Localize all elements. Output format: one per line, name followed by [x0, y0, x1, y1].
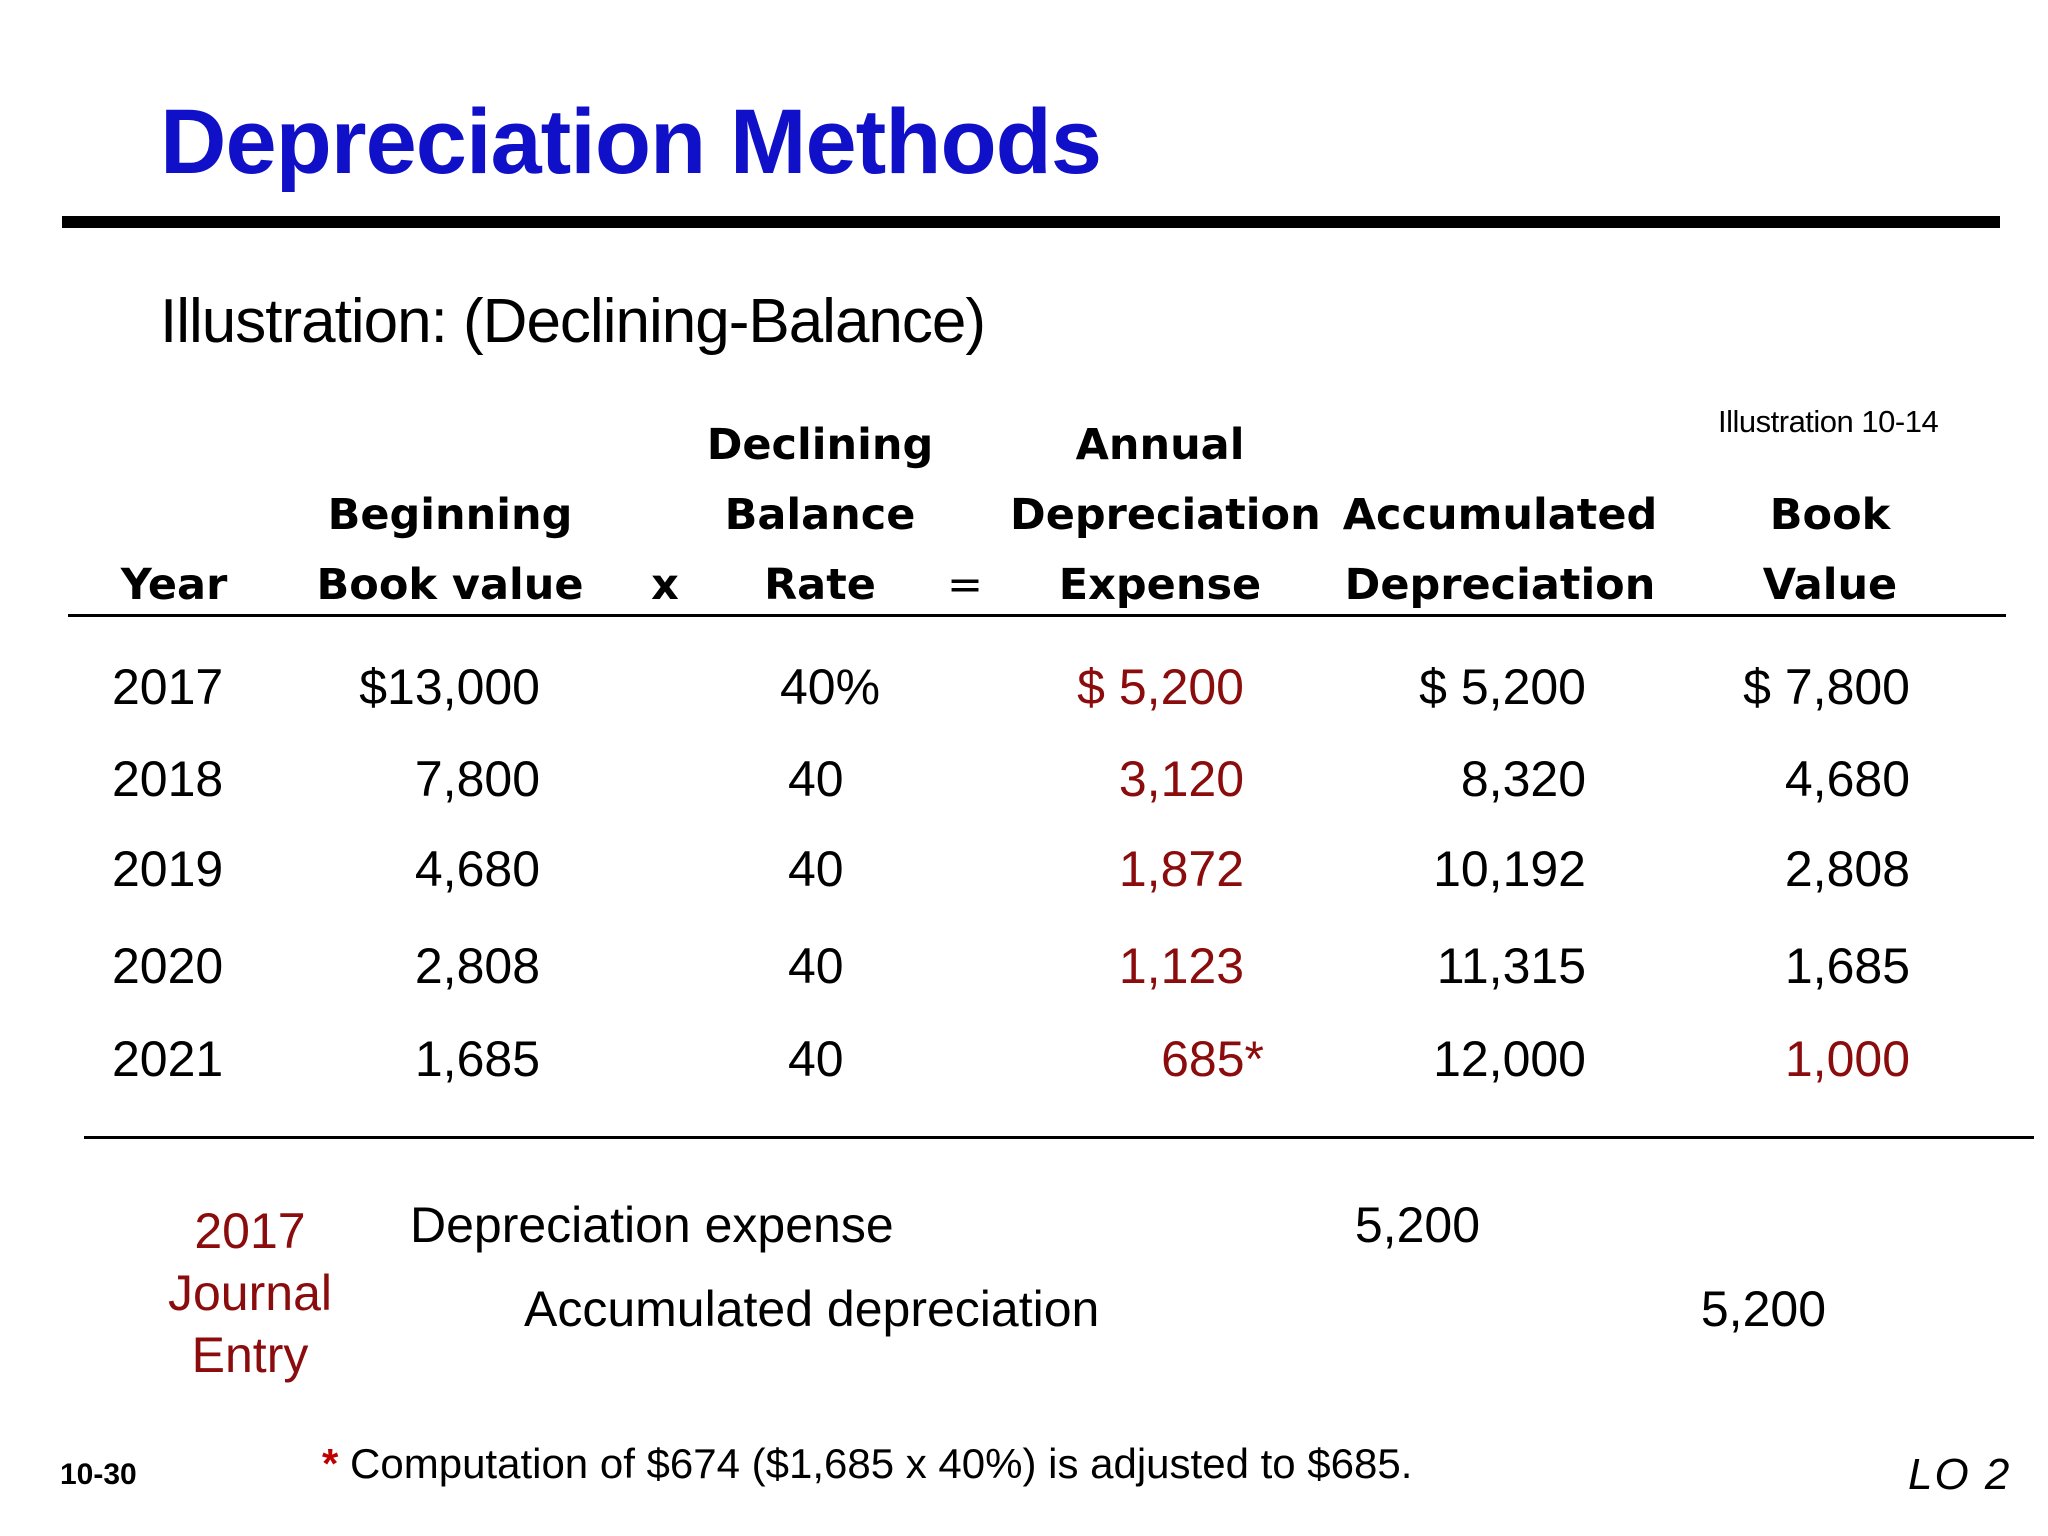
- cell-expense: $ 5,200: [1077, 659, 1244, 715]
- header-equals: =: [946, 560, 984, 610]
- cell-beginning: 2,808: [414, 938, 540, 994]
- journal-label-journal: Journal: [168, 1265, 332, 1321]
- cell-rate: 40: [788, 841, 844, 897]
- cell-beginning: 7,800: [414, 751, 540, 807]
- title-rule: [62, 216, 2000, 228]
- credit-account: Accumulated depreciation: [524, 1281, 1100, 1337]
- header-beginning-line1: Beginning: [327, 490, 573, 540]
- header-rate-line2: Balance: [724, 490, 916, 540]
- cell-rate: 40: [788, 1031, 844, 1087]
- learning-objective: LO 2: [1908, 1450, 2012, 1499]
- cell-book: 4,680: [1784, 751, 1910, 807]
- header-accumulated-line1: Accumulated: [1342, 490, 1658, 540]
- debit-amount: 5,200: [1354, 1197, 1480, 1253]
- slide-subtitle: Illustration: (Declining-Balance): [160, 287, 986, 356]
- header-accumulated-line2: Depreciation: [1344, 560, 1656, 610]
- header-expense-line1: Annual: [1075, 420, 1245, 470]
- cell-year: 2018: [112, 751, 224, 807]
- cell-beginning: 1,685: [414, 1031, 540, 1087]
- debit-account: Depreciation expense: [410, 1197, 894, 1253]
- illustration-reference: Illustration 10-14: [1718, 404, 1939, 439]
- header-beginning-line2: Book value: [316, 560, 584, 610]
- header-year: Year: [120, 560, 228, 610]
- header-expense-line3: Expense: [1058, 560, 1262, 610]
- cell-accumulated: 12,000: [1433, 1031, 1586, 1087]
- journal-entry-label: [140, 1200, 360, 1386]
- cell-year: 2020: [112, 938, 224, 994]
- slide-number: 10-30: [60, 1458, 137, 1491]
- cell-book: 1,000: [1784, 1031, 1910, 1087]
- cell-year: 2019: [112, 841, 224, 897]
- cell-book: 2,808: [1784, 841, 1910, 897]
- cell-rate: 40: [788, 938, 844, 994]
- cell-accumulated: 11,315: [1436, 938, 1586, 994]
- header-rate-line1: Declining: [706, 420, 934, 470]
- header-rule: [68, 614, 2006, 617]
- credit-amount: 5,200: [1700, 1281, 1826, 1337]
- header-expense-line2: Depreciation: [1010, 490, 1321, 540]
- cell-rate: 40%: [780, 659, 881, 715]
- journal-label-year: 2017: [194, 1203, 306, 1259]
- cell-accumulated: 10,192: [1433, 841, 1586, 897]
- cell-beginning: $13,000: [359, 659, 540, 715]
- slide-title: Depreciation Methods: [160, 91, 1102, 193]
- header-multiply: x: [651, 560, 679, 610]
- cell-year: 2017: [112, 659, 224, 715]
- journal-label-entry: Entry: [191, 1327, 309, 1383]
- table-bottom-rule: [84, 1136, 2034, 1139]
- cell-expense: 1,872: [1118, 841, 1244, 897]
- cell-expense: 1,123: [1118, 938, 1244, 994]
- cell-rate: 40: [788, 751, 844, 807]
- footnote-star: *: [322, 1440, 339, 1487]
- cell-year: 2021: [112, 1031, 224, 1087]
- header-rate-line3: Rate: [764, 560, 876, 610]
- cell-accumulated: $ 5,200: [1419, 659, 1586, 715]
- cell-expense: 3,120: [1118, 751, 1244, 807]
- cell-book: $ 7,800: [1743, 659, 1910, 715]
- cell-accumulated: 8,320: [1460, 751, 1586, 807]
- cell-expense: 685*: [1161, 1031, 1264, 1087]
- footnote: [322, 1440, 1412, 1488]
- cell-beginning: 4,680: [414, 841, 540, 897]
- header-book-line1: Book: [1769, 490, 1891, 540]
- header-book-line2: Value: [1762, 560, 1898, 610]
- cell-book: 1,685: [1784, 938, 1910, 994]
- footnote-text: Computation of $674 ($1,685 x 40%) is adjusted to $685.: [338, 1440, 1413, 1487]
